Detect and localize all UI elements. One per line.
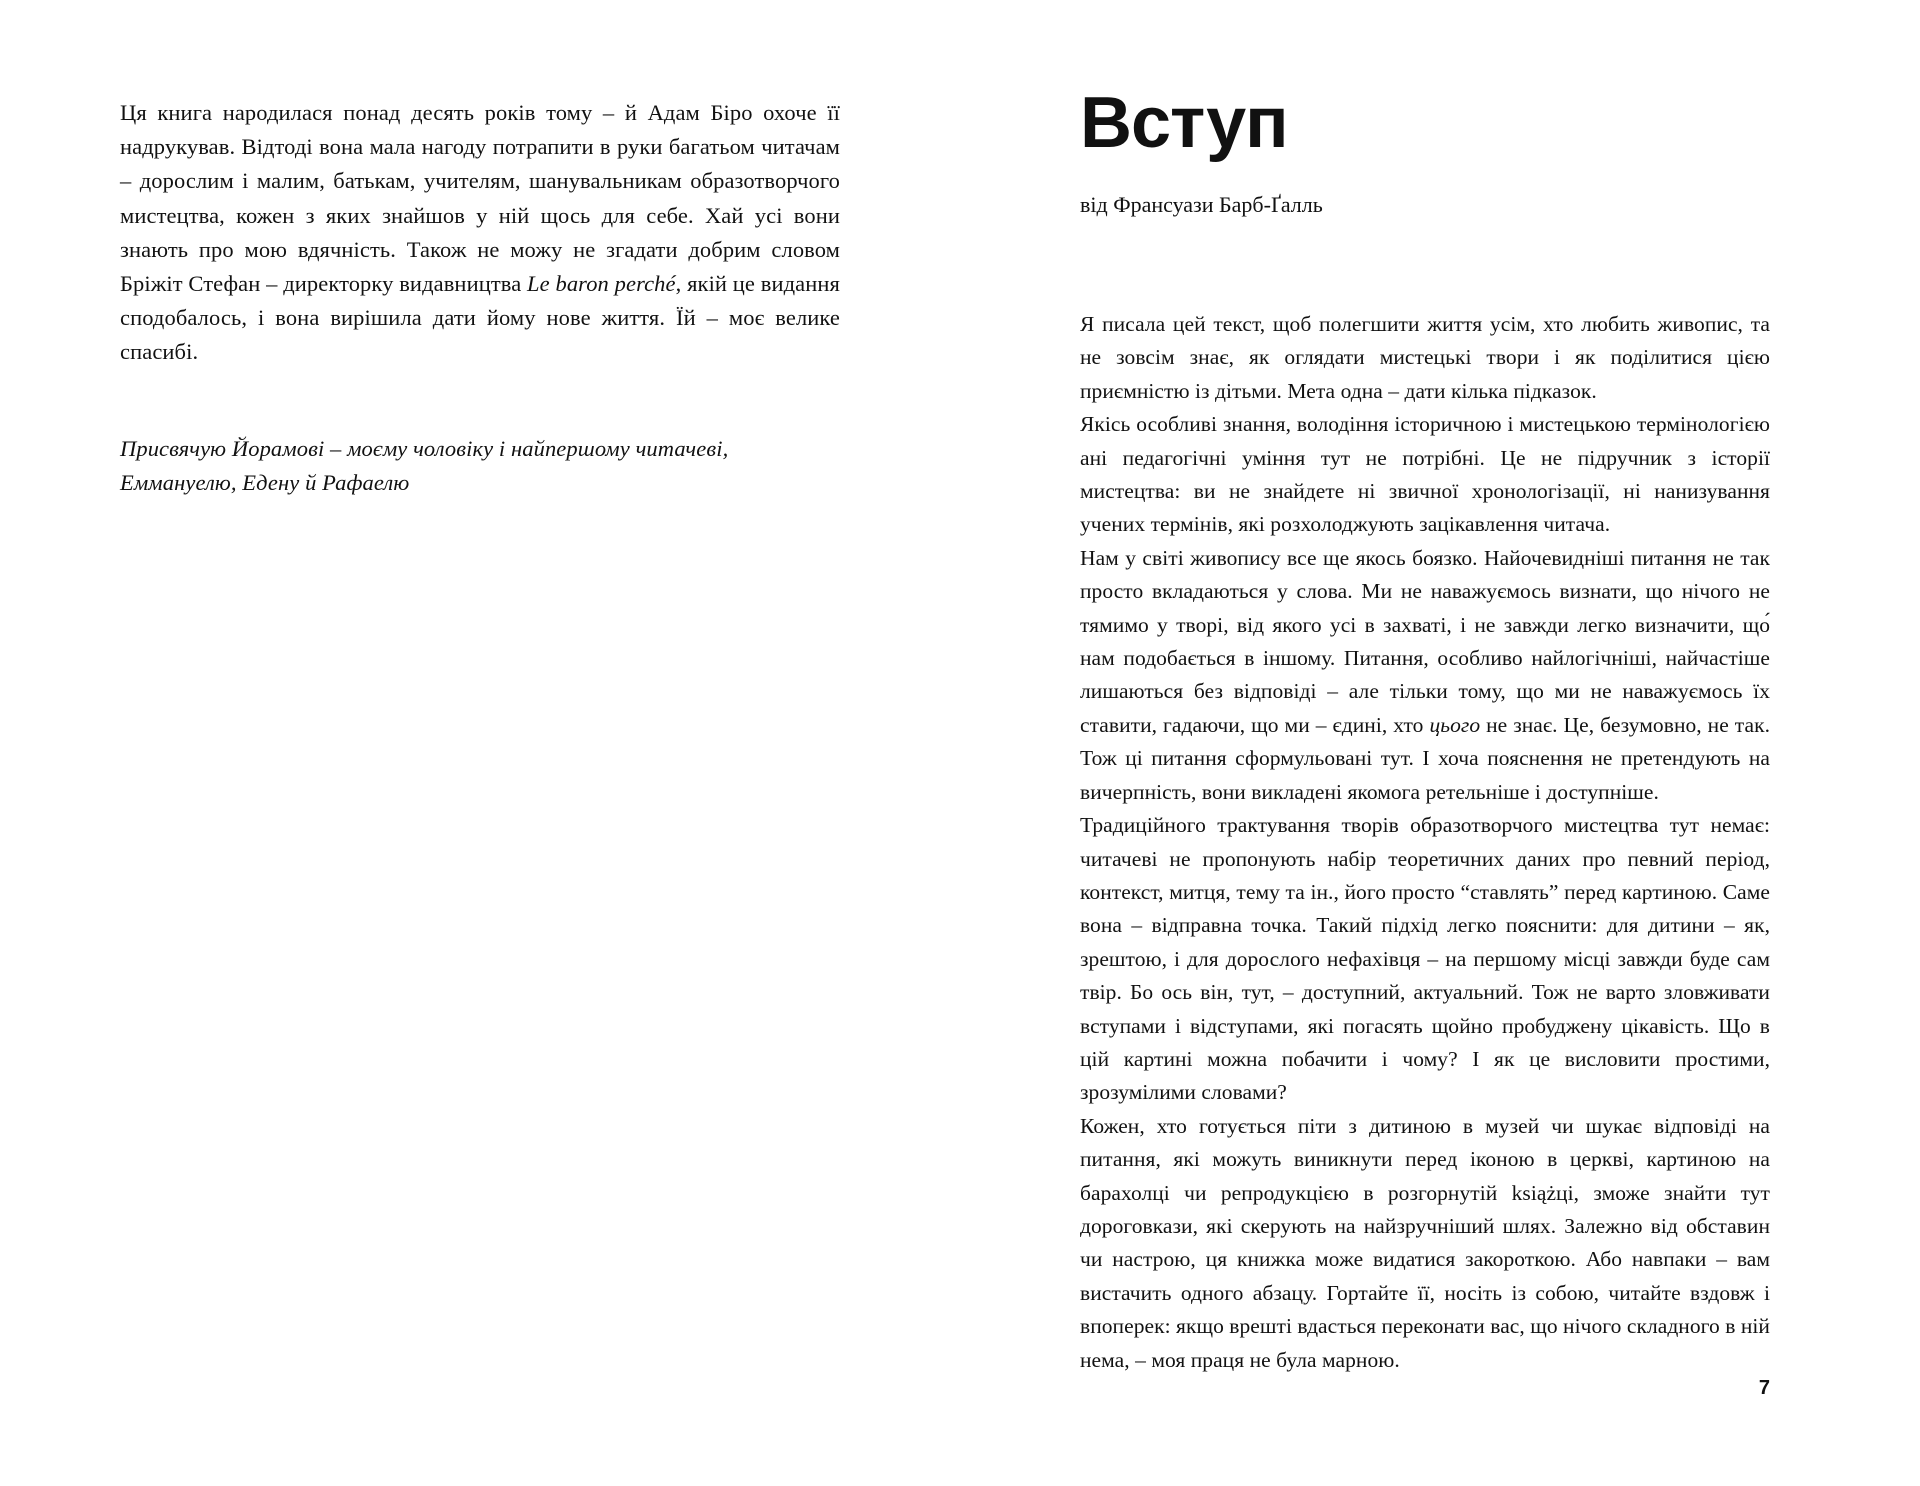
publisher-name-italic: Le baron perché	[527, 271, 676, 297]
page-number: 7	[1758, 1377, 1770, 1399]
acknowledgement-text-before: Ця книга народилася понад десять років тому – й Адам Біро охоче її надрукував. Відтоді вона мала нагоду потрапити в руки багатьом читачам – дорослим і малим, батькам, учителям, шанувальникам образотворчого мистецтва, кожен з яких знайшов у ній щось для себе. Хай усі вони знають про мою вдячність. Також не можу не згадати добрим словом Бріжіт Стефан – директорку видавництва	[120, 100, 840, 297]
introduction-body	[1080, 308, 1770, 1377]
right-page	[960, 0, 1920, 1486]
paragraph-text-before: Нам у світі живопису все ще якось боязко. Найочевидніші питання не так просто вкладаються у слова. Ми не наважуємось визнати, що нічого не тямимо у творі, від якого усі в захваті, і не завжди легко визначити, що́ нам подобається в іншому. Питання, особливо найлогічніші, найчастіше лишаються без відповіді – але тільки тому, що ми не наважуємось їх ставити, гадаючи, що ми – єдині, хто	[1080, 545, 1770, 737]
paragraph-italic: цього	[1429, 712, 1481, 737]
paragraph-text-before: Якісь особливі знання, володіння історичною і мистецькою термінологією ані педагогічні уміння тут не потрібні. Це не підручник з історії мистецтва: ви не знайдете ні звичної хронологізації, ні нанизування учених термінів, які розхолоджують зацікавлення читача.	[1080, 412, 1770, 537]
body-paragraph	[1080, 542, 1770, 809]
body-paragraph	[1080, 809, 1770, 1110]
paragraph-text-before: Традиційного трактування творів образотворчого мистецтва тут немає: читачеві не пропонують набір теоретичних даних про певний період, контекст, митця, тему та ін., його просто “ставлять” перед картиною. Саме вона – відправна точка. Такий підхід легко пояснити: для дитини – як, зрештою, і для дорослого нефахівця – на першому місці завжди буде сам твір. Бо ось він, тут, – доступний, актуальний. Тож не варто зловживати вступами і відступами, які погасять щойно пробуджену цікавість. Що в цій картині можна побачити і чому? І як це висловити простими, зрозумілими словами?	[1080, 813, 1770, 1105]
body-paragraph	[1080, 408, 1770, 542]
byline: від Франсуази Барб-Ґалль	[1080, 192, 1323, 217]
body-paragraph	[1080, 1110, 1770, 1377]
page-title: Вступ	[1080, 83, 1288, 163]
dedication-paragraph: Присвячую Йорамові – моєму чоловіку і найпершому читачеві, Еммануелю, Едену й Рафаелю	[120, 435, 729, 495]
body-paragraph	[1080, 308, 1770, 408]
acknowledgement-text-after: , якій це видання сподобалось, і вона вирішила дати йому нове життя. Їй – моє велике спасибі.	[120, 271, 840, 365]
paragraph-text-after: не знає. Це, безумовно, не так. Тож ці питання сформульовані тут. І хоча пояснення не претендують на вичерпність, вони викладені якомога ретельніше і доступніше.	[1080, 712, 1771, 804]
paragraph-text-before: Я писала цей текст, щоб полегшити життя усім, хто любить живопис, та не зовсім знає, як оглядати мистецькі твори і як поділитися цією приємністю із дітьми. Мета одна – дати кілька підказок.	[1080, 312, 1770, 403]
paragraph-text-before: Кожен, хто готується піти з дитиною в музей чи шукає відповіді на питання, які можуть виникнути перед іконою в церкві, картиною на барахолці чи репродукцією в розгорнутій książці, зможе знайти тут дороговкази, які скерують на найзручніший шлях. Залежно від обставин чи настрою, ця книжка може видатися закороткою. Або навпаки – вам вистачить одного абзацу. Гортайте її, носіть із собою, читайте вздовж і впоперек: якщо врешті вдасться переконати вас, що нічого складного в ній нема, – моя праця не була марною.	[1080, 1113, 1770, 1372]
acknowledgement-paragraph	[120, 96, 840, 370]
